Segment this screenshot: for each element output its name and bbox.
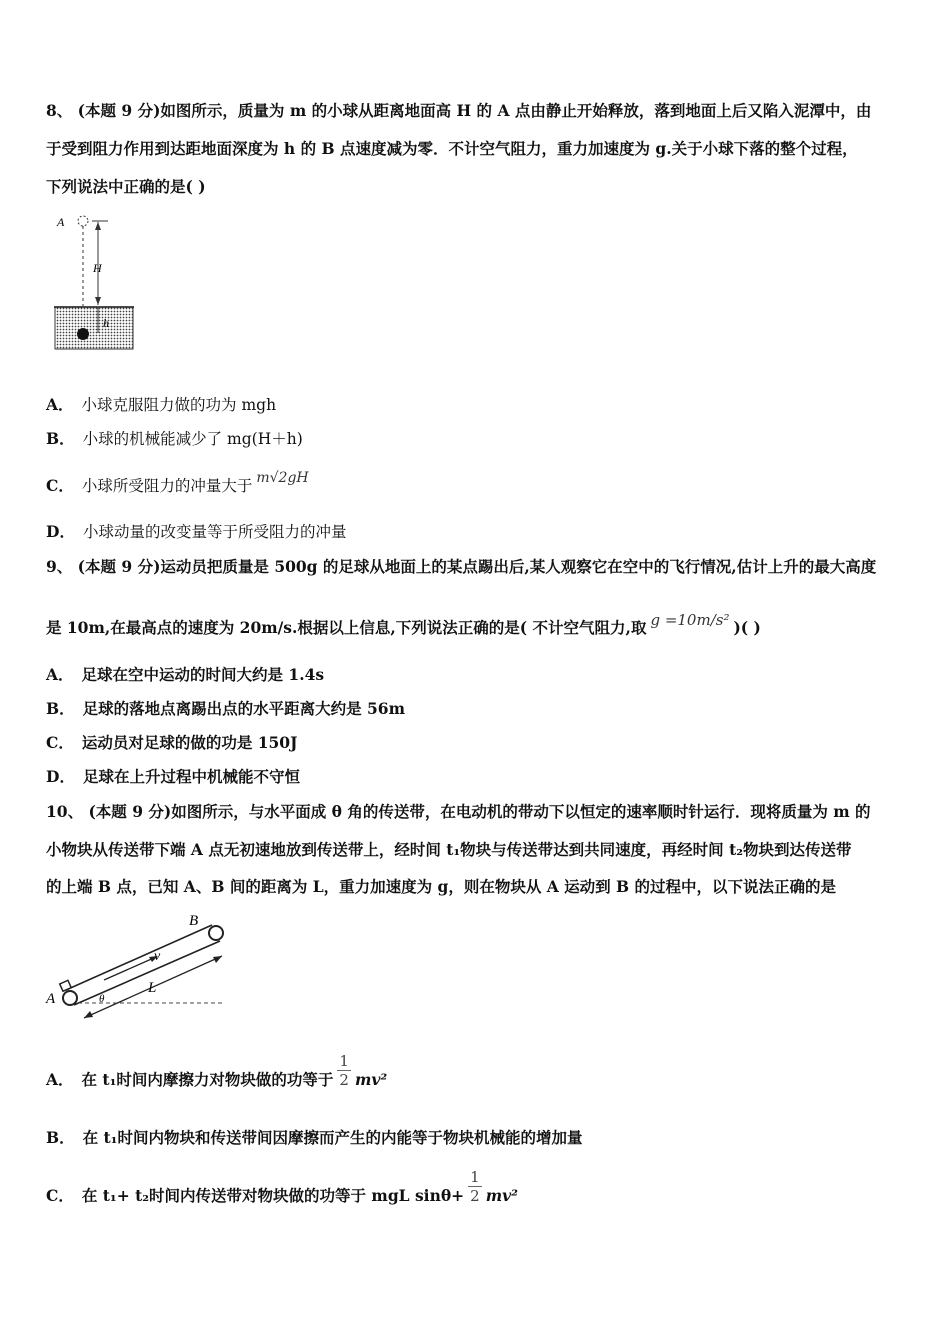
q9-option-c-text: 运动员对足球的做的功是 150J xyxy=(81,733,298,752)
q8-option-c-math: m√2gH xyxy=(256,470,309,486)
q8-option-a xyxy=(46,395,276,415)
q10-option-c-label: C． xyxy=(46,1186,74,1205)
q8-option-c xyxy=(46,470,309,497)
q8-option-a-label: A． xyxy=(46,395,74,414)
q9-option-a-label: A． xyxy=(46,665,74,684)
q9-option-b xyxy=(46,699,405,719)
q10-fig-label-v: v xyxy=(154,949,161,964)
q8-line-1: 8、 (本题 9 分)如图所示，质量为 m 的小球从距离地面高 H 的 A 点由静止开始释放，落到地面上后又陷入泥潭中，由 xyxy=(46,101,872,120)
q10-option-b-label: B． xyxy=(46,1128,75,1147)
q10-option-a-frac-den: 2 xyxy=(339,1070,349,1089)
q9-option-a xyxy=(46,665,324,685)
q8-fig-label-a: A xyxy=(57,215,65,229)
q10-option-a-text: 在 t₁时间内摩擦力对物块做的功等于 xyxy=(81,1070,334,1089)
q10-option-c-frac-num: 1 xyxy=(470,1167,480,1186)
q10-option-a-label: A． xyxy=(46,1070,74,1089)
q8-option-b xyxy=(46,429,303,449)
q10-figure xyxy=(44,908,234,1028)
q10-line-1: 10、 (本题 9 分)如图所示，与水平面成 θ 角的传送带，在电动机的带动下以恒定的速率顺时针运行．现将质量为 m 的 xyxy=(46,802,871,821)
q9-option-d xyxy=(46,767,300,787)
q8-option-c-text: 小球所受阻力的冲量大于 xyxy=(81,477,253,495)
q8-option-b-text: 小球的机械能减少了 mg(H＋h) xyxy=(82,430,303,448)
q10-option-a xyxy=(46,1051,388,1102)
q9-option-d-text: 足球在上升过程中机械能不守恒 xyxy=(82,767,300,786)
q8-option-d xyxy=(46,522,346,542)
q10-option-b-text: 在 t₁时间内物块和传送带间因摩擦而产生的内能等于物块机械能的增加量 xyxy=(82,1128,583,1147)
q10-option-a-frac-num: 1 xyxy=(339,1051,349,1070)
q9-line-2-end: )( ) xyxy=(733,618,761,637)
q8-line-2: 于受到阻力作用到达距地面深度为 h 的 B 点速度减为零．不计空气阻力，重力加速度为 g.关于小球下落的整个过程， xyxy=(46,139,858,158)
q9-option-b-label: B． xyxy=(46,699,75,718)
q10-option-c-frac-den: 2 xyxy=(470,1186,480,1205)
q10-fig-label-a: A xyxy=(46,991,56,1007)
q10-option-c xyxy=(46,1167,518,1218)
q8-option-d-label: D． xyxy=(46,522,75,541)
q10-option-a-frac xyxy=(337,1052,351,1089)
q8-fig-label-H: H xyxy=(93,261,102,275)
q10-fig-label-theta: θ xyxy=(99,993,105,1005)
q9-line-2-math: g =10m/s² xyxy=(650,611,730,629)
q8-figure xyxy=(50,208,140,354)
q9-option-c-label: C． xyxy=(46,733,74,752)
q9-line-1: 9、 (本题 9 分)运动员把质量是 500g 的足球从地面上的某点踢出后,某人观察它在空中的飞行情况,估计上升的最大高度 xyxy=(46,557,877,576)
q10-line-2: 小物块从传送带下端 A 点无初速地放到传送带上，经时间 t₁物块与传送带达到共同速度，再经时间 t₂物块到达传送带 xyxy=(46,840,852,859)
q8-option-d-text: 小球动量的改变量等于所受阻力的冲量 xyxy=(82,523,347,541)
q10-option-b xyxy=(46,1128,582,1148)
q9-option-b-text: 足球的落地点离踢出点的水平距离大约是 56m xyxy=(82,699,405,718)
q8-option-b-label: B． xyxy=(46,429,75,448)
q8-option-a-text: 小球克服阻力做的功为 mgh xyxy=(81,396,277,414)
q8-fig-label-h: h xyxy=(103,316,109,330)
q9-option-a-text: 足球在空中运动的时间大约是 1.4s xyxy=(81,665,325,684)
q8-option-c-label: C． xyxy=(46,476,74,495)
q9-option-c xyxy=(46,733,297,753)
q10-option-c-frac xyxy=(468,1168,482,1205)
q8-line-3: 下列说法中正确的是( ) xyxy=(46,177,206,196)
q9-line-2-text: 是 10m,在最高点的速度为 20m/s.根据以上信息,下列说法正确的是( 不计空气阻力,取 xyxy=(46,618,647,637)
q9-line-2 xyxy=(46,611,761,638)
q10-option-c-text: 在 t₁+ t₂时间内传送带对物块做的功等于 mgL sinθ+ xyxy=(81,1186,465,1205)
q10-fig-label-b: B xyxy=(189,913,199,929)
q9-option-d-label: D． xyxy=(46,767,75,786)
q10-line-3: 的上端 B 点，已知 A、B 间的距离为 L，重力加速度为 g，则在物块从 A 运动到 B 的过程中，以下说法正确的是 xyxy=(46,877,837,896)
q10-option-c-tail: mv² xyxy=(485,1186,518,1205)
q10-fig-label-L: L xyxy=(148,980,157,996)
q10-option-a-tail: mv² xyxy=(354,1070,388,1089)
